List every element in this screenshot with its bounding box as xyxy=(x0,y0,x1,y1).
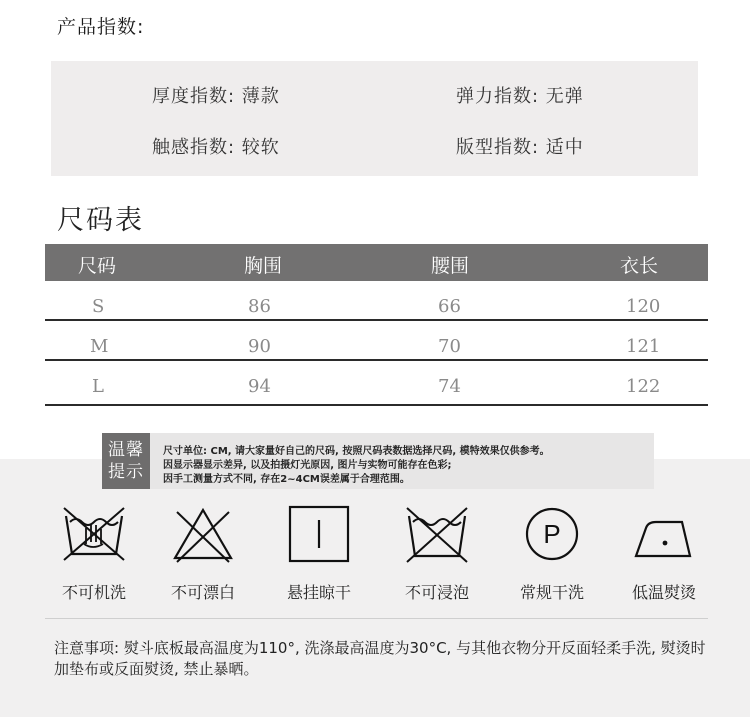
size-table-title: 尺码表 xyxy=(57,205,144,236)
hang-dry-icon xyxy=(287,504,351,564)
cell-chest: 86 xyxy=(248,296,271,317)
care-item-no-machine-wash xyxy=(44,500,144,610)
table-row xyxy=(45,283,708,323)
header-chest: 胸围 xyxy=(244,255,283,277)
cell-length: 121 xyxy=(626,336,661,357)
cell-size: S xyxy=(92,296,105,317)
dry-clean-letter: P xyxy=(543,519,561,549)
no-bleach-icon xyxy=(171,504,235,564)
header-size: 尺码 xyxy=(78,255,117,277)
care-item-hang-dry xyxy=(269,500,369,610)
care-label: 常规干洗 xyxy=(519,583,584,602)
care-label: 低温熨烫 xyxy=(631,583,696,602)
care-notes: 注意事项: 熨斗底板最高温度为110°, 洗涤最高温度为30°C, 与其他衣物分开反面轻柔手洗, 熨烫时加垫布或反面熨烫, 禁止暴晒。 xyxy=(54,639,706,678)
cell-waist: 66 xyxy=(438,296,461,317)
care-label: 悬挂晾干 xyxy=(286,583,351,602)
care-item-no-bleach xyxy=(153,500,253,610)
product-index-panel xyxy=(51,61,698,176)
dry-clean-p-icon xyxy=(520,504,584,564)
row-divider xyxy=(45,359,708,361)
cell-length: 122 xyxy=(626,376,661,397)
warm-tip-tag-line2: 提示 xyxy=(108,462,144,482)
size-table-header xyxy=(45,244,708,281)
care-label: 不可漂白 xyxy=(170,583,235,602)
care-divider xyxy=(45,618,708,619)
warm-tip-tag xyxy=(102,433,150,489)
cell-waist: 70 xyxy=(438,336,461,357)
low-iron-icon xyxy=(632,504,696,564)
tip-line: 尺寸单位: CM, 请大家量好自己的尺码, 按照尺码表数据选择尺码, 模特效果仅供参考。 xyxy=(163,446,550,457)
product-index-title: 产品指数: xyxy=(57,16,145,38)
cell-chest: 90 xyxy=(248,336,271,357)
warm-tip-tag-line1: 温馨 xyxy=(108,440,144,460)
index-elasticity: 弹力指数: 无弹 xyxy=(456,86,584,107)
no-soak-icon xyxy=(405,504,469,564)
care-item-no-soak xyxy=(387,500,487,610)
row-divider xyxy=(45,404,708,406)
cell-size: L xyxy=(92,376,104,397)
header-waist: 腰围 xyxy=(431,255,470,277)
cell-chest: 94 xyxy=(248,376,271,397)
care-item-dry-clean xyxy=(502,500,602,610)
tip-line: 因显示器显示差异, 以及拍摄灯光原因, 图片与实物可能存在色彩; xyxy=(163,460,452,471)
table-row xyxy=(45,363,708,403)
index-fit: 版型指数: 适中 xyxy=(456,137,584,158)
care-item-low-iron xyxy=(614,500,714,610)
tip-line: 因手工测量方式不同, 存在2~4CM误差属于合理范围。 xyxy=(163,474,410,485)
care-label: 不可机洗 xyxy=(61,583,126,602)
table-row xyxy=(45,323,708,363)
index-touch: 触感指数: 较软 xyxy=(152,137,280,158)
header-length: 衣长 xyxy=(620,255,659,277)
index-thickness: 厚度指数: 薄款 xyxy=(152,86,280,107)
cell-waist: 74 xyxy=(438,376,461,397)
care-label: 不可浸泡 xyxy=(404,583,469,602)
cell-size: M xyxy=(90,336,109,357)
cell-length: 120 xyxy=(626,296,661,317)
row-divider xyxy=(45,319,708,321)
no-machine-wash-icon xyxy=(62,504,126,564)
